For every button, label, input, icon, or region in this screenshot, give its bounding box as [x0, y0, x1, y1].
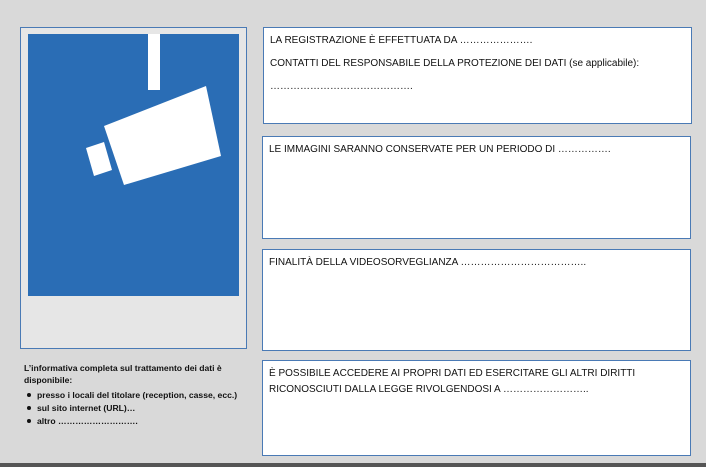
purpose-box: [262, 249, 691, 351]
video-surveillance-sign: [28, 34, 239, 296]
info-item-other: altro ……………………….: [37, 415, 248, 428]
retention-box: [262, 136, 691, 239]
registration-box: [263, 27, 692, 124]
dpo-contacts-line: CONTATTI DEL RESPONSABILE DELLA PROTEZIONE DEI DATI (se applicabile):: [270, 58, 640, 69]
registration-controller-line: LA REGISTRAZIONE È EFFETTUATA DA ………………….: [270, 35, 533, 46]
camera-body: [104, 86, 221, 185]
dpo-contacts-value: …………………………………….: [270, 81, 413, 92]
cctv-camera-icon: [28, 34, 239, 296]
camera-mount-pole: [148, 34, 160, 90]
retention-period-line: LE IMMAGINI SARANNO CONSERVATE PER UN PERIODO DI …………….: [269, 144, 611, 155]
camera-lens: [86, 142, 112, 176]
rights-line-2: RICONOSCIUTI DALLA LEGGE RIVOLGENDOSI A ……………………..: [269, 384, 589, 395]
rights-line-1: È POSSIBILE ACCEDERE AI PROPRI DATI ED ESERCITARE GLI ALTRI DIRITTI: [269, 368, 636, 379]
privacy-notice-info: [24, 362, 248, 428]
surveillance-purpose-line: FINALITÀ DELLA VIDEOSORVEGLIANZA ………………………………..: [269, 257, 587, 268]
bottom-divider: [0, 463, 706, 467]
sign-panel: [20, 27, 247, 349]
info-item-website: sul sito internet (URL)…: [37, 402, 248, 415]
rights-box: [262, 360, 691, 456]
info-list: [24, 389, 248, 428]
info-title: L’informativa completa sul trattamento dei dati è disponibile:: [24, 363, 222, 385]
info-item-premises: presso i locali del titolare (reception, casse, ecc.): [37, 389, 248, 402]
